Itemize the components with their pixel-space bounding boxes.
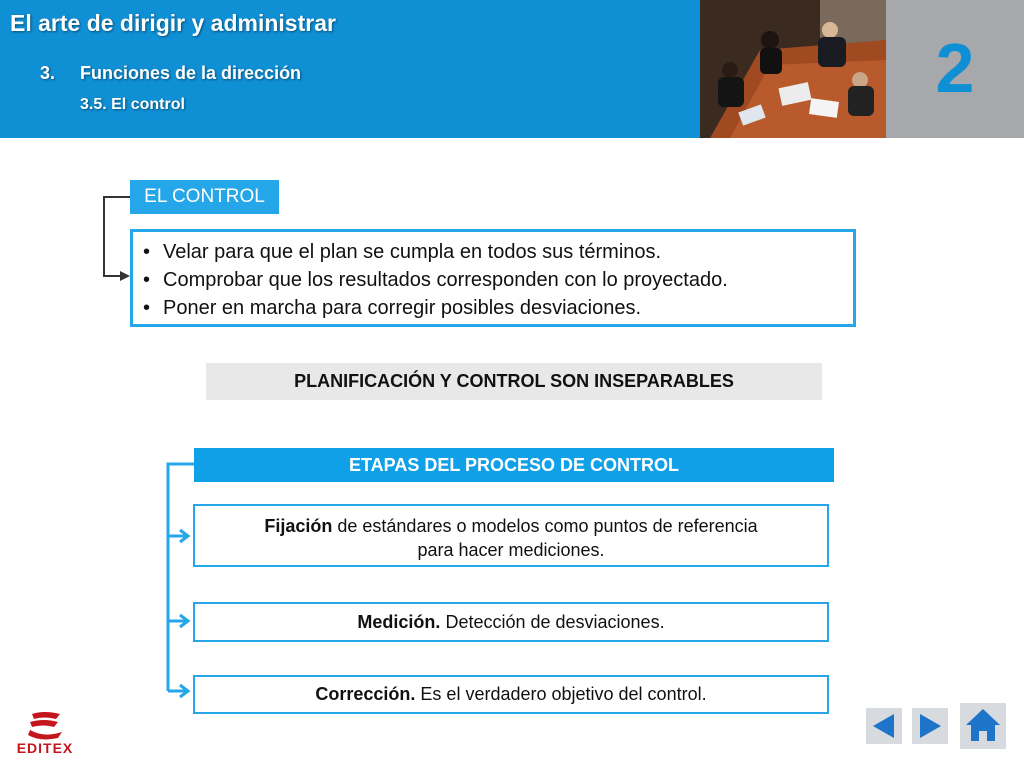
triangle-right-icon	[912, 708, 948, 744]
stage-bold: Corrección.	[315, 684, 416, 704]
section-title: Funciones de la dirección	[80, 63, 302, 83]
control-list	[133, 232, 853, 322]
stage-box-fijacion	[193, 504, 829, 567]
control-description-box	[130, 229, 856, 327]
list-item-text: Velar para que el plan se cumpla en todos sus términos.	[163, 241, 662, 263]
list-item	[143, 266, 853, 294]
next-slide-button[interactable]	[912, 708, 948, 744]
navigation-bar	[866, 703, 1010, 749]
bullet: •	[143, 269, 151, 291]
stage-box-medicion	[193, 602, 829, 642]
list-item	[143, 238, 853, 266]
page-title: El arte de dirigir y administrar	[10, 10, 336, 36]
stage-text: Detección de desviaciones.	[440, 612, 665, 632]
bullet: •	[143, 297, 151, 319]
bullet: •	[143, 241, 151, 263]
list-item	[143, 294, 853, 322]
control-arrowhead	[120, 271, 130, 281]
section-number: 3.	[40, 63, 56, 83]
stage-text-line2: para hacer mediciones.	[417, 540, 605, 560]
stage-bold: Medición.	[357, 612, 441, 632]
stage-text: Es el verdadero objetivo del control.	[415, 684, 707, 704]
etapas-connector	[168, 464, 194, 691]
subsection-heading: 3.5. El control	[80, 96, 185, 113]
inseparable-banner: PLANIFICACIÓN Y CONTROL SON INSEPARABLES	[206, 363, 822, 400]
editex-emblem-icon	[10, 710, 80, 742]
stage-text: de estándares o modelos como puntos de referencia	[332, 516, 758, 536]
previous-slide-button[interactable]	[866, 708, 902, 744]
chapter-number: 2	[935, 29, 975, 107]
list-item-text: Comprobar que los resultados corresponden con lo proyectado.	[163, 269, 728, 291]
el-control-label: EL CONTROL	[130, 180, 279, 214]
triangle-left-icon	[866, 708, 902, 744]
home-button[interactable]	[960, 703, 1006, 749]
house-icon	[960, 703, 1006, 749]
stage-box-correccion	[193, 675, 829, 714]
etapas-header: ETAPAS DEL PROCESO DE CONTROL	[194, 448, 834, 482]
list-item-text: Poner en marcha para corregir posibles desviaciones.	[163, 297, 642, 319]
editex-logo-text: EDITEX	[16, 740, 74, 756]
control-connector	[104, 197, 130, 276]
stage-bold: Fijación	[264, 516, 333, 536]
